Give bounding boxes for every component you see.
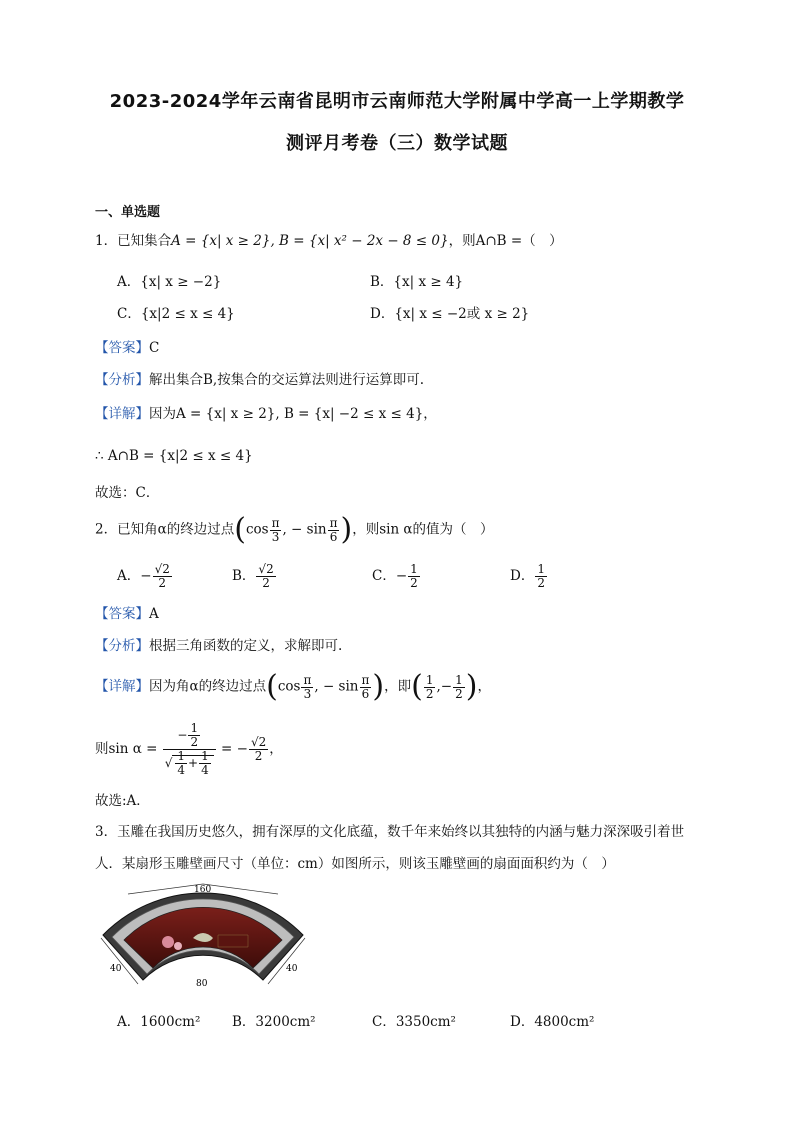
q2-computation: 则sin α = − $\frac{1}{2}$ √ $\frac{1}{4}$ + $\frac{1}{4}$ = − $\frac{√2}{2}$ ， xyxy=(95,721,283,777)
analysis-tag: 【分析】 xyxy=(95,372,149,388)
q2-frac-pi6: $\frac{\pi}{6}$ xyxy=(329,515,338,544)
q1-answer xyxy=(95,339,159,357)
detail-tag: 【详解】 xyxy=(95,406,149,422)
q1-detail-text: 因为A = {x| x ≥ 2}, B = {x| −2 ≤ x ≤ 4}， xyxy=(149,406,437,422)
q1-answer-value: C xyxy=(149,340,160,356)
answer-tag: 【答案】 xyxy=(95,606,149,622)
q3-stem-line-1: 3．玉雕在我国历史悠久，拥有深厚的文化底蕴，数千年来始终以其独特的内涵与魅力深深吸引着世 xyxy=(95,824,685,840)
dim-right-label: 40 xyxy=(286,964,298,974)
q3-option-b: B．3200cm² xyxy=(232,1014,316,1030)
q2-big-fraction: − $\frac{1}{2}$ √ $\frac{1}{4}$ + $\frac{1}{4}$ xyxy=(163,722,216,777)
q1-option-c: C．{x|2 ≤ x ≤ 4} xyxy=(117,306,235,322)
detail-tag: 【详解】 xyxy=(95,678,149,695)
dim-bottom-label: 80 xyxy=(196,979,208,989)
q3-option-c: C．3350cm² xyxy=(372,1014,456,1030)
flower-decoration xyxy=(162,936,174,948)
q3-option-a: A．1600cm² xyxy=(117,1014,201,1030)
q2-answer xyxy=(95,605,159,623)
q2-sin: , − sin xyxy=(282,521,327,538)
q1-suffix: ，则A∩B =（ ） xyxy=(448,233,563,249)
inscription-panel xyxy=(218,935,248,947)
q3-stem-line-2: 人．某扇形玉雕壁画尺寸（单位：cm）如图所示，则该玉雕壁画的扇面面积约为（ ） xyxy=(95,856,615,872)
title-line-1: 2023-2024学年云南省昆明市云南师范大学附属中学高一上学期教学 xyxy=(109,91,685,112)
q1-option-a: A．{x| x ≥ −2} xyxy=(117,274,222,290)
q1-choose: 故选：C． xyxy=(95,485,160,501)
q1-detail xyxy=(95,405,437,423)
flower-decoration-2 xyxy=(174,942,182,950)
q1-option-b: B．{x| x ≥ 4} xyxy=(370,274,464,290)
q2-option-b: B． $\frac{√2}{2}$ xyxy=(232,562,274,590)
q2-frac-pi3: $\frac{\pi}{3}$ xyxy=(271,515,280,544)
title-line-2: 测评月考卷（三）数学试题 xyxy=(286,133,508,154)
q2-option-d: D． $\frac{1}{2}$ xyxy=(510,562,545,590)
q1-therefore: ∴ A∩B = {x|2 ≤ x ≤ 4} xyxy=(95,448,253,464)
section-heading: 一、单选题 xyxy=(95,205,161,220)
q1-prefix: 1．已知集合 xyxy=(95,233,172,249)
q2-prefix: 2．已知角α的终边过点 xyxy=(95,521,235,538)
q2-choose: 故选:A． xyxy=(95,793,150,809)
dim-left-label: 40 xyxy=(110,964,122,974)
q2-detail: 【详解】因为角α的终边过点(cos $\frac{\pi}{3}$ , − sin $\frac{\pi}{6}$ )，即( $\frac{1}{2}$ ,− $\frac{1}{2}$ )， xyxy=(95,669,491,704)
q1-stem xyxy=(95,232,563,250)
q2-option-c: C．− $\frac{1}{2}$ xyxy=(372,562,418,590)
q2-answer-value: A xyxy=(149,606,159,622)
analysis-tag: 【分析】 xyxy=(95,638,149,654)
q2-stem: 2．已知角α的终边过点(cos $\frac{\pi}{3}$ , − sin $\frac{\pi}{6}$ )，则sin α的值为（ ） xyxy=(95,512,494,547)
answer-tag: 【答案】 xyxy=(95,340,149,356)
q1-sets: A = {x| x ≥ 2}, B = {x| x² − 2x − 8 ≤ 0} xyxy=(171,233,449,249)
dim-top-label: 160 xyxy=(194,885,212,895)
q2-analysis xyxy=(95,637,342,655)
q2-cos: cos xyxy=(245,521,269,538)
fan-jade-figure xyxy=(98,880,308,990)
q1-analysis-text: 解出集合B,按集合的交运算法则进行运算即可. xyxy=(149,372,425,388)
q1-option-d: D．{x| x ≤ −2或 x ≥ 2} xyxy=(370,306,530,322)
q2-option-a: A．− $\frac{√2}{2}$ xyxy=(117,562,170,590)
q2-analysis-text: 根据三角函数的定义，求解即可. xyxy=(149,638,343,654)
q1-analysis xyxy=(95,371,424,389)
q3-option-d: D．4800cm² xyxy=(510,1014,595,1030)
q2-suffix: ，则sin α的值为（ ） xyxy=(352,521,494,538)
